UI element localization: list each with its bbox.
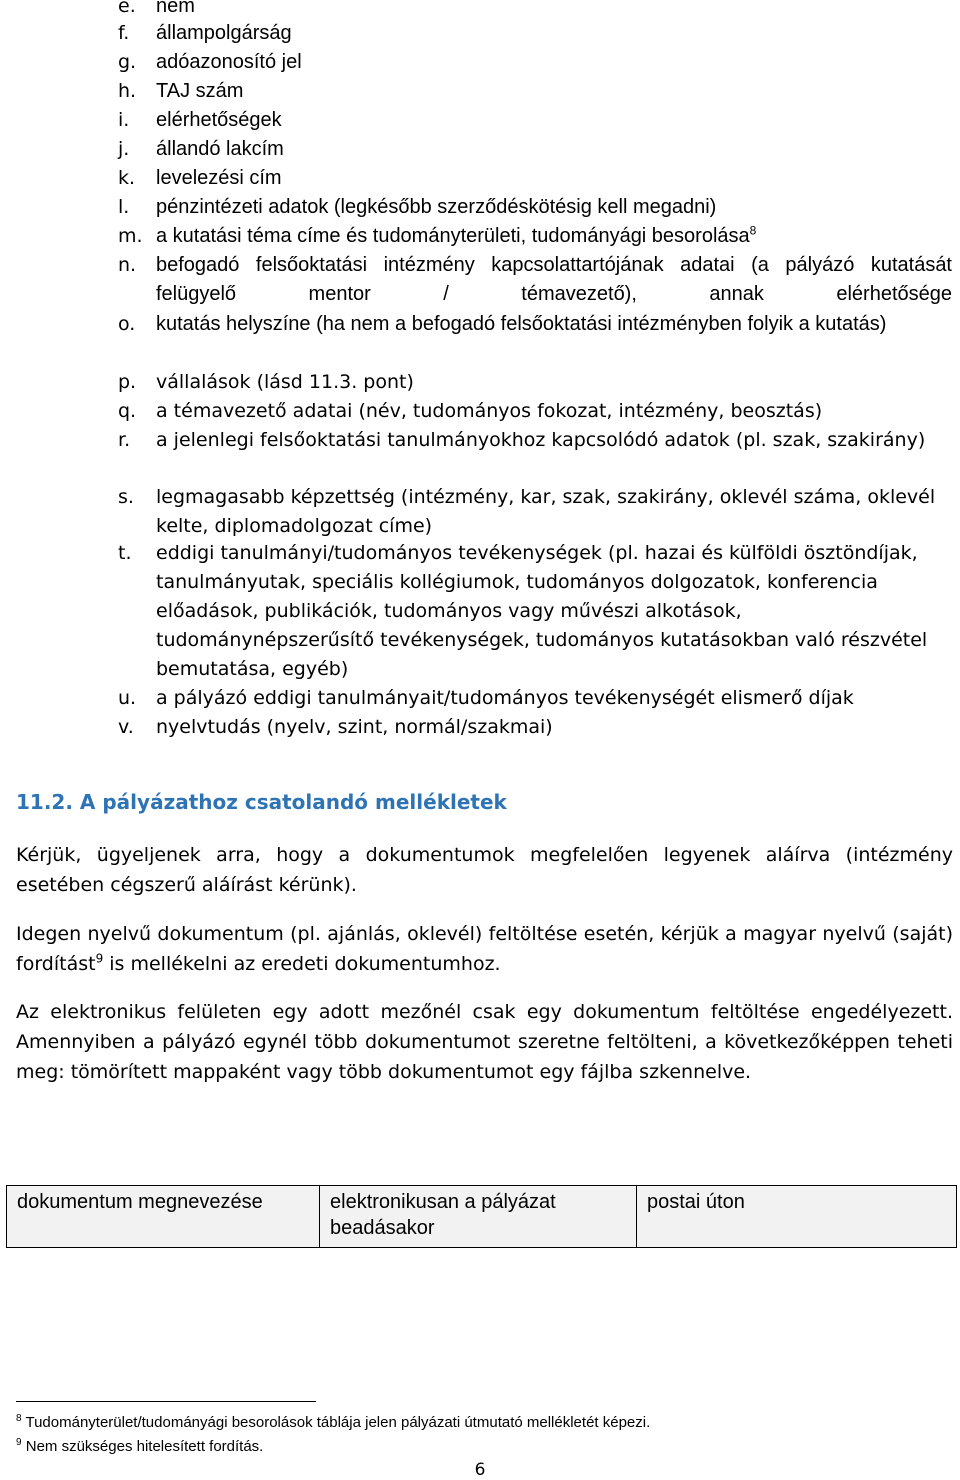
footnote-number: 8 [16, 1413, 22, 1424]
section-number: 11.2. [16, 790, 73, 814]
list-text: vállalások (lásd 11.3. pont) [156, 371, 414, 393]
section-heading [16, 790, 507, 814]
footnote [16, 1413, 650, 1433]
list-text: a jelenlegi felsőoktatási tanulmányokhoz kapcsolódó adatok (pl. szak, szakirány) [156, 429, 926, 451]
list-text: nem [156, 0, 195, 17]
list-marker: g. [118, 51, 137, 73]
table-header-row [7, 1186, 957, 1248]
paragraph-text: Idegen nyelvű dokumentum (pl. ajánlás, oklevél) feltöltése esetén, kérjük a magyar nyelvű (saját) fordítást [16, 923, 953, 975]
list-marker: i. [118, 109, 130, 131]
list-text: a témavezető adatai (név, tudományos fokozat, intézmény, beosztás) [156, 400, 823, 422]
list-marker: n. [118, 254, 137, 276]
footnote [16, 1437, 263, 1457]
footnote-text: Nem szükséges hitelesített fordítás. [25, 1438, 264, 1455]
list-marker: o. [118, 313, 136, 335]
paragraph-text: is mellékelni az eredeti dokumentumhoz. [103, 953, 501, 975]
list-marker: h. [118, 80, 137, 102]
list-marker: e. [118, 0, 136, 17]
footnote-ref: 8 [749, 223, 757, 238]
section-title: A pályázathoz csatolandó mellékletek [79, 790, 507, 814]
list-marker: f. [118, 22, 130, 44]
paragraph-signatures: Kérjük, ügyeljenek arra, hogy a dokumentumok megfelelően legyenek aláírva (intézmény esetében cégszerű aláírást kérünk). [16, 844, 953, 896]
footnote-number: 9 [16, 1437, 22, 1448]
list-marker: u. [118, 687, 137, 709]
list-text: eddigi tanulmányi/tudományos tevékenységek (pl. hazai és külföldi ösztöndíjak, tanulmányutak, speciális kollégiumok, tudományos dolgozatok, konferencia előadások, publikációk, tudományos vagy művészi alkotások, tudománynépszerűsítő tevékenységek, tudományos kutatásokban való részvétel bemutatása, egyéb) [156, 542, 928, 680]
list-text: befogadó felsőoktatási intézmény kapcsolattartójának adatai (a pályázó kutatását felügyelő mentor / témavezető), annak elérhetősége [156, 254, 952, 305]
footnote-text: Tudományterület/tudományági besorolások táblája jelen pályázati útmutató mellékletét képezi. [25, 1414, 651, 1431]
list-marker: r. [118, 429, 131, 451]
list-text: levelezési cím [156, 167, 282, 189]
table-header-cell: postai úton [637, 1186, 957, 1248]
list-text: TAJ szám [156, 80, 244, 102]
footnote-ref: 9 [95, 951, 104, 966]
list-marker: k. [118, 167, 136, 189]
paragraph-upload-rules: Az elektronikus felületen egy adott mezőnél csak egy dokumentum feltöltése engedélyezett. Amennyiben a pályázó egynél több dokumentumot szeretne feltölteni, a következőképpen teheti meg: tömörített mappaként vagy több dokumentumot egy fájlba szkennelve. [16, 1001, 953, 1083]
table-header-cell: elektronikusan a pályázat beadásakor [320, 1186, 637, 1248]
list-marker: t. [118, 542, 132, 564]
paragraph-translation [16, 919, 953, 979]
footnote-divider [16, 1401, 316, 1402]
list-marker: q. [118, 400, 137, 422]
list-marker: m. [118, 225, 143, 247]
list-text: kutatás helyszíne (ha nem a befogadó felsőoktatási intézményben folyik a kutatás) [156, 313, 887, 335]
list-text: adóazonosító jel [156, 51, 302, 73]
table-header-cell: dokumentum megnevezése [7, 1186, 320, 1248]
list-marker: p. [118, 371, 137, 393]
list-text: állampolgárság [156, 22, 292, 44]
list-marker: s. [118, 486, 134, 508]
list-text: állandó lakcím [156, 138, 284, 160]
list-text: nyelvtudás (nyelv, szint, normál/szakmai) [156, 716, 553, 738]
list-marker: v. [118, 716, 134, 738]
list-text: a kutatási téma címe és tudományterületi, tudományági besorolása [156, 225, 750, 247]
list-text: pénzintézeti adatok (legkésőbb szerződéskötésig kell megadni) [156, 196, 717, 218]
list-marker: j. [118, 138, 130, 160]
attachments-table [6, 1185, 957, 1248]
page-number: 6 [474, 1460, 486, 1480]
list-text: legmagasabb képzettség (intézmény, kar, szak, szakirány, oklevél száma, oklevél kelte, diplomadolgozat címe) [156, 486, 936, 537]
list-marker: l. [118, 196, 130, 218]
list-text: elérhetőségek [156, 109, 282, 131]
list-text: a pályázó eddigi tanulmányait/tudományos tevékenységét elismerő díjak [156, 687, 854, 709]
